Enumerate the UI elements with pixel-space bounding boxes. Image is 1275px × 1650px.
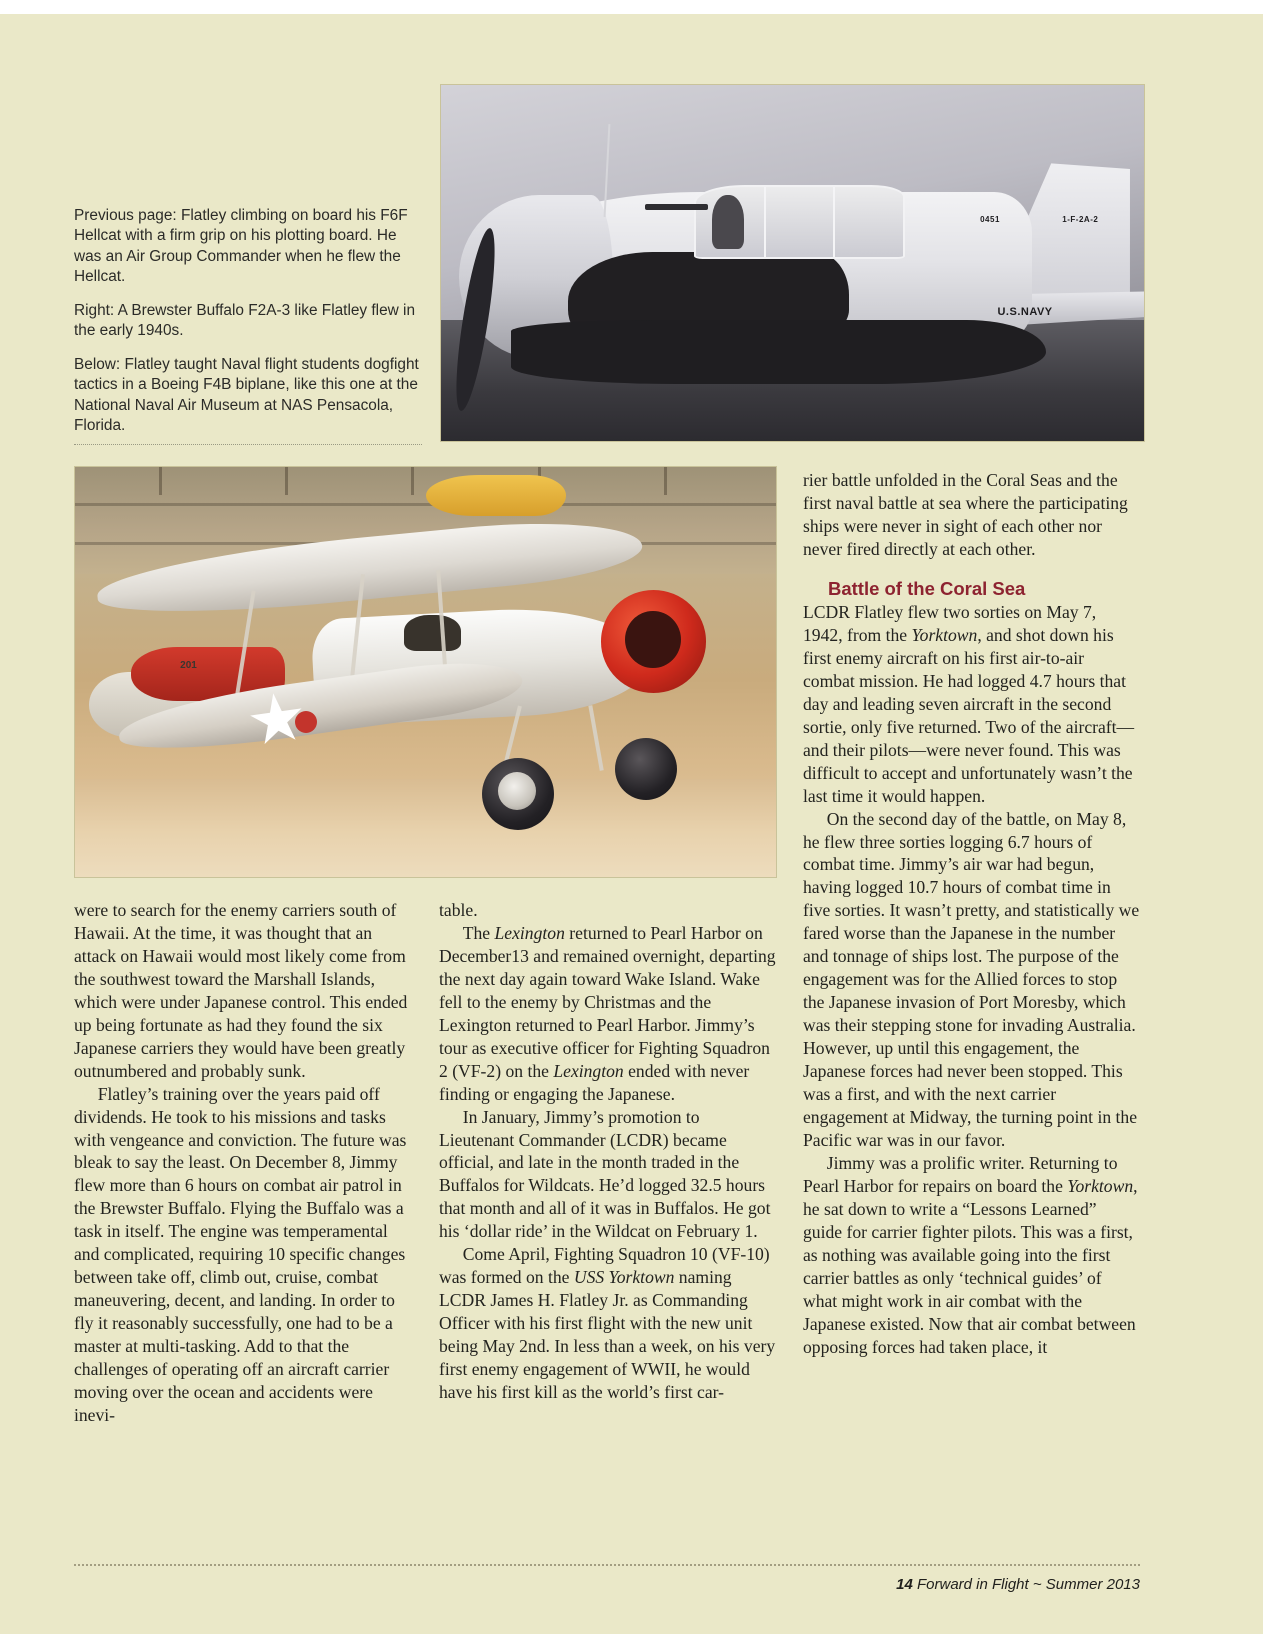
label-tail-number: 201 xyxy=(180,659,197,671)
photo-caption-block xyxy=(74,206,422,445)
biplane-cowl-opening xyxy=(625,611,681,668)
text-column-left xyxy=(74,899,411,1427)
text-run: ended with never finding or engaging the Japanese. xyxy=(439,1060,750,1104)
aircraft-belly-shadow xyxy=(511,320,1045,384)
pilot-figure xyxy=(712,195,744,248)
paragraph xyxy=(439,922,776,1106)
ship-name-yorktown: Yorktown xyxy=(1067,1175,1134,1196)
footer-divider xyxy=(74,1564,1140,1566)
photo-brewster-buffalo xyxy=(440,84,1145,442)
marking-us-navy: U.S.NAVY xyxy=(997,305,1053,318)
text-run: The xyxy=(462,922,495,943)
paragraph xyxy=(803,1152,1140,1359)
paragraph: In January, Jimmy’s promotion to Lieutenant Commander (LCDR) became official, and late in the month traded in the Buffalos for Wildcats. He’d logged 32.5 hours that month and all of it was in Buffalos. He got his ‘dollar ride’ in the Wildcat on February 1. xyxy=(439,1106,771,1242)
section-heading-battle-of-the-coral-sea: Battle of the Coral Sea xyxy=(827,577,1026,599)
text-column-right xyxy=(803,469,1140,1358)
aircraft-gun xyxy=(645,204,708,210)
ship-name-yorktown: Yorktown xyxy=(911,624,978,645)
caption-previous-page: Previous page: Flatley climbing on board his F6F Hellcat with a firm grip on his plotting board. He was an Air Group Commander when he flew the Hellcat. xyxy=(74,207,408,286)
marking-unit: 1-F-2A-2 xyxy=(1062,214,1099,224)
paragraph: Flatley’s training over the years paid off dividends. He took to his missions and tasks with vengeance and conviction. The future was bleak to say the least. On December 8, Jimmy flew more than 6 hours on combat air patrol in the Brewster Buffalo. Flying the Buffalo was a task in itself. The engine was temperamental and complicated, requiring 10 specific changes between take off, climb out, cruise, combat maneuvering, decent, and landing. In order to fly it reasonably successfully, one had to be a master at multi-tasking. Add to that the challenges of operating off an aircraft carrier moving over the ocean and accidents were inevi- xyxy=(74,1083,407,1425)
page-right-margin xyxy=(1263,14,1275,1634)
main-wheel-right xyxy=(615,738,677,800)
paragraph: were to search for the enemy carriers south of Hawaii. At the time, it was thought that an attack on Hawaii would most likely come from the southwest toward the Marshall Islands, which were under Japanese control. This ended up being fortunate as had they found the six Japanese carriers they would have been greatly outnumbered and probably sunk. xyxy=(74,900,408,1081)
page-footer xyxy=(896,1576,1140,1593)
photo-boeing-f4b-biplane xyxy=(74,466,777,878)
ship-name-uss-yorktown: USS Yorktown xyxy=(573,1267,675,1288)
museum-floor xyxy=(75,779,776,877)
paragraph xyxy=(439,1243,776,1404)
text-run: returned to Pearl Harbor on December13 and remained overnight, departing the next day again toward Wake Island. Wake fell to the enemy by Christmas and the Lexington returned to Pearl Harbor. Jimmy’s tour as executive officer for Fighting Squadron 2 (VF-2) on the xyxy=(439,922,776,1081)
paragraph xyxy=(803,601,1140,808)
page-number: 14 xyxy=(896,1576,913,1593)
paragraph: table. xyxy=(439,900,478,920)
publication-name: Forward in Flight ~ Summer 2013 xyxy=(916,1576,1140,1593)
magazine-page xyxy=(0,14,1275,1634)
caption-right: Right: A Brewster Buffalo F2A-3 like Flatley flew in the early 1940s. xyxy=(74,301,416,340)
text-run: , and shot down his first enemy aircraft on his first air-to-air combat mission. He had logged 4.7 hours that day and leading seven aircraft in the second sortie, only five returned. Two of the aircraft—and their pilots—were never found. This was difficult to accept and unfortunately wasn’t the last time it would happen. xyxy=(803,624,1135,806)
paragraph: On the second day of the battle, on May 8, he flew three sorties logging 6.7 hours of combat time. Jimmy’s air war had begun, having logged 10.7 hours of combat time in five sorties. It wasn’t pretty, and statistically we fared worse than the Japanese in the number and tonnage of ships lost. The purpose of the engagement was for the Allied forces to stop the Japanese invasion of Port Moresby, which was their stepping stone for invading Australia. However, up until this engagement, the Japanese forces had never been stopped. This was a first, and with the next carrier engagement at Midway, the turning point in the Pacific war was in our favor. xyxy=(803,808,1140,1150)
text-run: naming LCDR James H. Flatley Jr. as Commanding Officer with his first flight with the new unit being May 2nd. In less than a week, on his very first enemy engagement of WWII, he would have his first kill as the world’s first car- xyxy=(439,1267,776,1403)
background-aircraft-yellow xyxy=(426,475,566,516)
text-run: Come April, Fighting Squadron 10 (VF-10) was formed on the xyxy=(439,1244,770,1288)
text-run: Jimmy was a prolific writer. Returning to Pearl Harbor for repairs on board the xyxy=(803,1152,1118,1196)
ship-name-lexington: Lexington xyxy=(494,922,565,943)
text-column-middle xyxy=(439,899,776,1404)
marking-serial: 0451 xyxy=(980,214,1000,224)
text-run: , he sat down to write a “Lessons Learned” guide for carrier fighter pilots. This was a first, as nothing was available going into the first carrier battles as only ‘technical guides’ of what might work in air combat with the Japanese existed. Now that air combat between opposing forces had taken place, it xyxy=(803,1175,1138,1357)
text-run: LCDR Flatley flew two sorties on May 7, 1942, from the xyxy=(803,602,1097,645)
national-insignia-center xyxy=(295,711,317,733)
ship-name-lexington: Lexington xyxy=(553,1060,624,1081)
biplane-cockpit xyxy=(404,615,460,652)
caption-below: Below: Flatley taught Naval flight students dogfight tactics in a Boeing F4B biplane, like this one at the National Naval Air Museum at NAS Pensacola, Florida. xyxy=(74,355,419,435)
paragraph: rier battle unfolded in the Coral Seas and the first naval battle at sea where the participating ships were never in sight of each other nor never fired directly at each other. xyxy=(803,470,1128,559)
